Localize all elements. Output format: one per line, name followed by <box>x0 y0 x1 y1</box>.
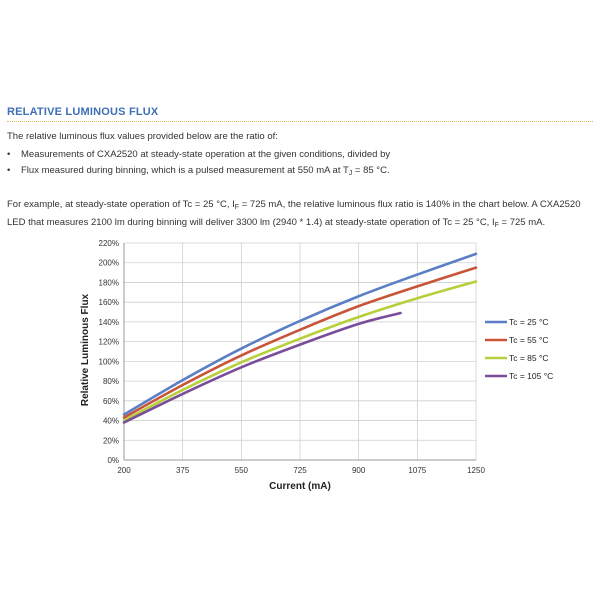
x-tick-label: 200 <box>117 466 131 475</box>
chart-legend <box>485 317 553 381</box>
x-tick-label: 1075 <box>408 466 427 475</box>
example-text-1: For example, at steady-state operation of Tc = 25 °C, I <box>7 199 235 210</box>
bullet-text: Flux measured during binning, which is a pulsed measurement at 550 mA at T <box>21 165 349 176</box>
y-tick-label: 120% <box>98 337 119 347</box>
y-tick-label: 100% <box>98 357 119 367</box>
y-tick-label: 80% <box>102 377 119 387</box>
x-axis-label: Current (mA) <box>269 481 331 492</box>
y-tick-label: 40% <box>102 416 119 426</box>
legend-label: Tc = 105 °C <box>509 371 554 381</box>
x-tick-label: 725 <box>293 466 307 475</box>
intro-text: The relative luminous flux values provided below are the ratio of: <box>7 131 278 142</box>
chart-grid <box>124 243 476 460</box>
y-tick-label: 220% <box>98 239 119 248</box>
y-tick-label: 200% <box>98 258 119 268</box>
chart-ticks <box>99 239 486 475</box>
example-subscript-2: F <box>494 222 499 229</box>
y-axis-label: Relative Luminous Flux <box>80 293 91 407</box>
example-paragraph <box>7 197 597 233</box>
example-subscript-1: F <box>234 204 240 211</box>
example-text-3: = 725 mA. <box>498 217 546 228</box>
bullet-icon: • <box>7 165 11 176</box>
legend-label: Tc = 55 °C <box>509 335 549 345</box>
bullet-item <box>7 149 390 161</box>
y-tick-label: 140% <box>98 317 119 327</box>
example-text-2: = 725 mA, the relative luminous flux ratio is 140% in the chart below. A CXA2520 LED that measures 2100 lm during binning will deliver 3300 lm (2940 * 1.4) at steady-state operation of Tc = 25 °C, I <box>7 199 581 228</box>
legend-label: Tc = 25 °C <box>509 317 549 327</box>
series-line <box>124 313 401 422</box>
chart-container <box>0 230 600 500</box>
x-tick-label: 900 <box>351 466 366 475</box>
bullet-list <box>7 149 390 184</box>
y-tick-label: 0% <box>107 456 119 465</box>
bullet-icon: • <box>7 149 11 160</box>
bullet-text: Measurements of CXA2520 at steady-state operation at the given conditions, divided by <box>21 149 391 160</box>
y-tick-label: 160% <box>98 298 119 308</box>
x-tick-label: 550 <box>234 466 249 475</box>
luminous-flux-chart <box>0 230 600 500</box>
bullet-text-end: = 85 °C. <box>352 165 390 176</box>
bullet-item <box>7 165 390 180</box>
y-tick-label: 60% <box>102 396 119 406</box>
x-tick-label: 375 <box>175 466 190 475</box>
bullet-subscript: J <box>348 170 353 177</box>
title-divider <box>7 121 593 122</box>
legend-label: Tc = 85 °C <box>509 353 549 363</box>
y-tick-label: 20% <box>102 436 119 446</box>
y-tick-label: 180% <box>98 278 119 288</box>
x-tick-label: 1250 <box>467 466 485 475</box>
section-title: RELATIVE LUMINOUS FLUX <box>7 106 159 118</box>
